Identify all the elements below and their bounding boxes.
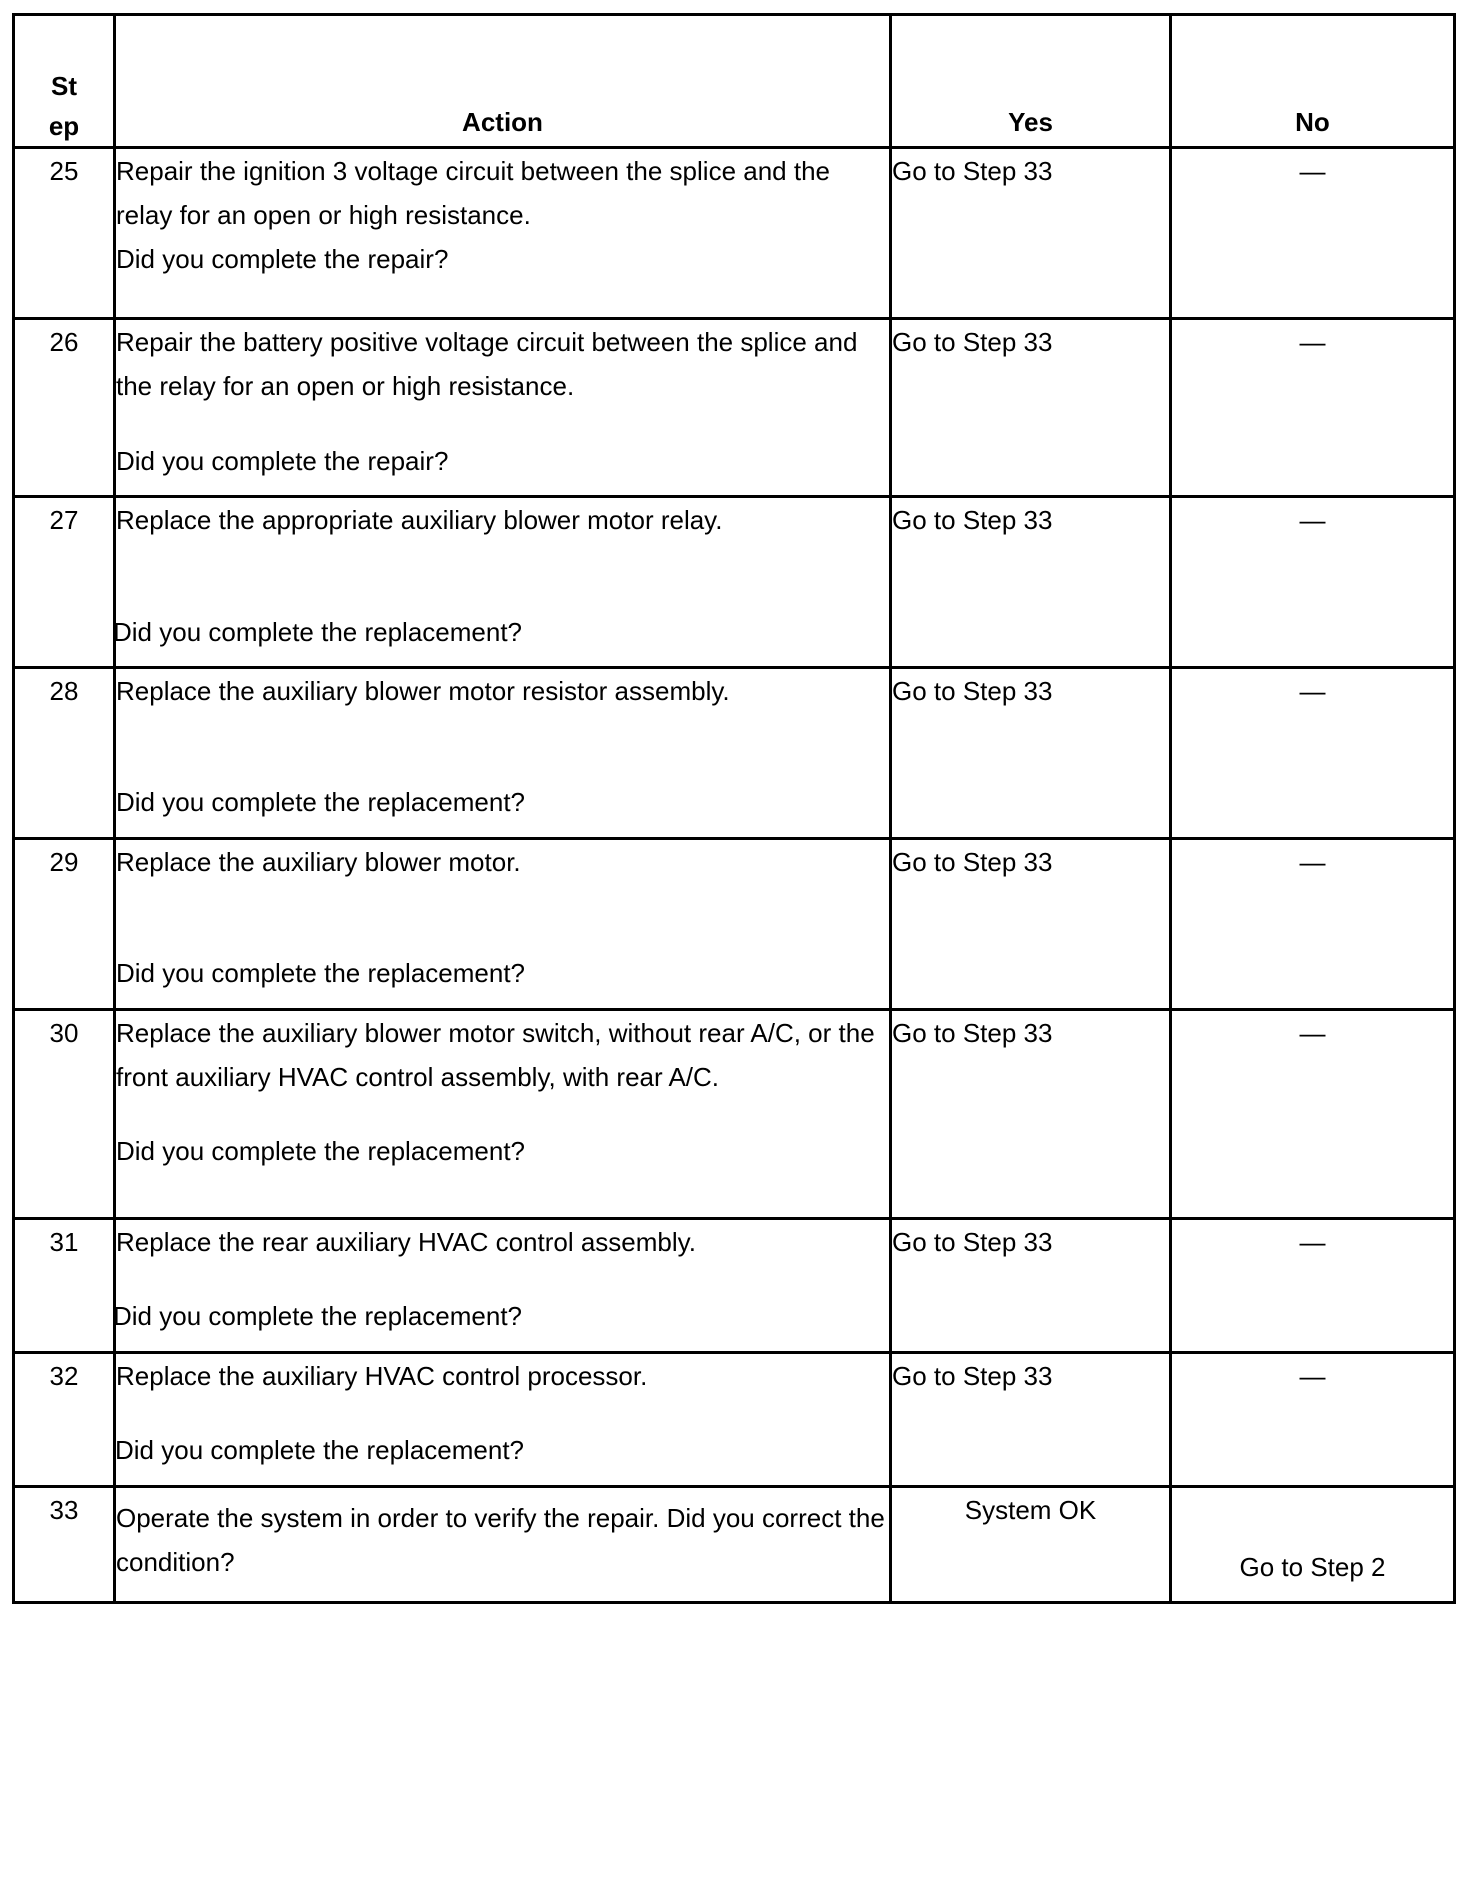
action-question: Did you complete the replacement? [116,1136,526,1166]
action-question: Did you complete the repair? [116,446,449,476]
action-text: Repair the ignition 3 voltage circuit between the splice and the relay for an open or high resistance. [116,156,830,230]
diagnostic-steps-table [12,13,1456,1604]
yes-cell: Go to Step 33 [891,668,1171,839]
action-text: Repair the battery positive voltage circuit between the splice and the relay for an open or high resistance. [116,327,858,401]
no-cell: — [1171,319,1455,497]
table-row [14,1010,1455,1219]
action-cell [115,839,891,1010]
no-cell: — [1171,1353,1455,1487]
header-action: Action [115,15,891,148]
no-cell: — [1171,668,1455,839]
action-question: Did you complete the replacement? [113,1301,523,1331]
action-text: Replace the auxiliary blower motor. [116,847,521,877]
yes-cell: Go to Step 33 [891,1010,1171,1219]
header-step-line1: St [51,71,77,101]
step-number: 31 [14,1219,115,1353]
no-cell: — [1171,497,1455,668]
action-cell [115,668,891,839]
yes-cell: Go to Step 33 [891,1353,1171,1487]
yes-cell: Go to Step 33 [891,319,1171,497]
table-header-row [14,15,1455,148]
table-row [14,839,1455,1010]
yes-cell: Go to Step 33 [891,1219,1171,1353]
step-number: 32 [14,1353,115,1487]
header-no: No [1171,15,1455,148]
action-text: Replace the appropriate auxiliary blower motor relay. [116,505,723,535]
no-cell: — [1171,148,1455,319]
table-row [14,1219,1455,1353]
action-question: Did you complete the repair? [116,244,449,274]
action-question: Did you complete the replacement? [116,958,526,988]
action-question: Did you complete the replacement? [115,1435,525,1465]
no-cell: — [1171,1219,1455,1353]
action-text: Replace the rear auxiliary HVAC control assembly. [116,1227,696,1257]
table-row [14,319,1455,497]
yes-cell: Go to Step 33 [891,497,1171,668]
action-cell [115,1487,891,1603]
no-cell: Go to Step 2 [1171,1487,1455,1603]
action-cell [115,1353,891,1487]
action-cell [115,148,891,319]
action-text: Replace the auxiliary blower motor resistor assembly. [116,676,730,706]
step-number: 28 [14,668,115,839]
table-row [14,497,1455,668]
step-number: 30 [14,1010,115,1219]
step-number: 27 [14,497,115,668]
action-text: Replace the auxiliary blower motor switch, without rear A/C, or the front auxiliary HVAC control assembly, with rear A/C. [116,1018,875,1092]
no-cell: — [1171,1010,1455,1219]
table-row [14,1353,1455,1487]
table-row [14,148,1455,319]
step-number: 25 [14,148,115,319]
action-text: Operate the system in order to verify the repair. Did you correct the condition? [116,1503,885,1577]
step-number: 29 [14,839,115,1010]
action-cell [115,497,891,668]
no-cell: — [1171,839,1455,1010]
action-question: Did you complete the replacement? [116,787,526,817]
table-row [14,668,1455,839]
yes-cell: Go to Step 33 [891,839,1171,1010]
yes-cell: Go to Step 33 [891,148,1171,319]
step-number: 26 [14,319,115,497]
step-number: 33 [14,1487,115,1603]
action-cell [115,1219,891,1353]
action-cell [115,1010,891,1219]
action-text: Replace the auxiliary HVAC control processor. [116,1361,648,1391]
header-step [14,15,115,148]
header-yes: Yes [891,15,1171,148]
table-row [14,1487,1455,1603]
yes-cell: System OK [891,1487,1171,1603]
action-cell [115,319,891,497]
header-step-line2: ep [48,111,80,141]
action-question: Did you complete the replacement? [113,617,523,647]
